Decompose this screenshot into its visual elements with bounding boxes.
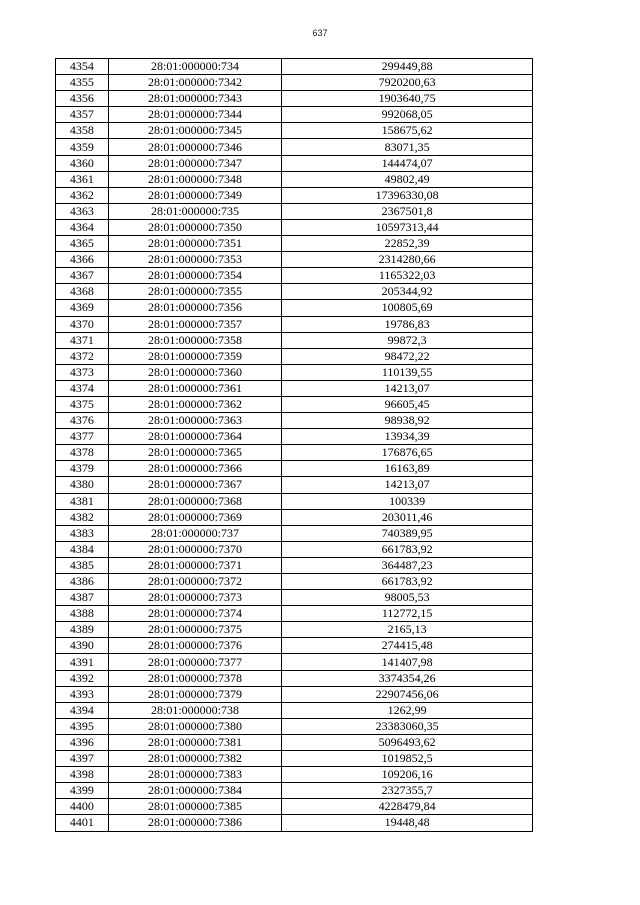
cadastral-number-cell: 28:01:000000:7354 [108, 268, 281, 284]
value-cell: 49802,49 [282, 171, 533, 187]
value-cell: 141407,98 [282, 654, 533, 670]
table-row [56, 606, 533, 622]
table-row [56, 59, 533, 75]
cadastral-number-cell: 28:01:000000:7369 [108, 509, 281, 525]
row-number-cell: 4355 [56, 75, 109, 91]
cadastral-number-cell: 28:01:000000:7378 [108, 670, 281, 686]
row-number-cell: 4362 [56, 187, 109, 203]
cadastral-number-cell: 28:01:000000:738 [108, 702, 281, 718]
cadastral-number-cell: 28:01:000000:7371 [108, 557, 281, 573]
value-cell: 10597313,44 [282, 219, 533, 235]
cadastral-number-cell: 28:01:000000:7348 [108, 171, 281, 187]
row-number-cell: 4364 [56, 219, 109, 235]
row-number-cell: 4374 [56, 380, 109, 396]
row-number-cell: 4380 [56, 477, 109, 493]
cadastral-number-cell: 28:01:000000:7347 [108, 155, 281, 171]
cadastral-number-cell: 28:01:000000:7382 [108, 751, 281, 767]
value-cell: 5096493,62 [282, 734, 533, 750]
cadastral-number-cell: 28:01:000000:7344 [108, 107, 281, 123]
table-row [56, 396, 533, 412]
table-row [56, 268, 533, 284]
row-number-cell: 4366 [56, 252, 109, 268]
value-cell: 109206,16 [282, 767, 533, 783]
row-number-cell: 4383 [56, 525, 109, 541]
cadastral-number-cell: 28:01:000000:7380 [108, 718, 281, 734]
cadastral-number-cell: 28:01:000000:7367 [108, 477, 281, 493]
row-number-cell: 4370 [56, 316, 109, 332]
row-number-cell: 4392 [56, 670, 109, 686]
table-row [56, 525, 533, 541]
row-number-cell: 4391 [56, 654, 109, 670]
value-cell: 110139,55 [282, 364, 533, 380]
row-number-cell: 4397 [56, 751, 109, 767]
row-number-cell: 4373 [56, 364, 109, 380]
row-number-cell: 4396 [56, 734, 109, 750]
table-row [56, 799, 533, 815]
row-number-cell: 4375 [56, 396, 109, 412]
value-cell: 17396330,08 [282, 187, 533, 203]
cadastral-number-cell: 28:01:000000:7366 [108, 461, 281, 477]
row-number-cell: 4369 [56, 300, 109, 316]
value-cell: 740389,95 [282, 525, 533, 541]
row-number-cell: 4393 [56, 686, 109, 702]
row-number-cell: 4377 [56, 429, 109, 445]
value-cell: 1019852,5 [282, 751, 533, 767]
cadastral-number-cell: 28:01:000000:7363 [108, 413, 281, 429]
value-cell: 7920200,63 [282, 75, 533, 91]
value-cell: 2327355,7 [282, 783, 533, 799]
cadastral-number-cell: 28:01:000000:7365 [108, 445, 281, 461]
cadastral-number-cell: 28:01:000000:7349 [108, 187, 281, 203]
row-number-cell: 4372 [56, 348, 109, 364]
table-row [56, 284, 533, 300]
value-cell: 1903640,75 [282, 91, 533, 107]
page-number: 637 [312, 28, 328, 38]
table-row [56, 574, 533, 590]
cadastral-number-cell: 28:01:000000:7351 [108, 236, 281, 252]
value-cell: 98472,22 [282, 348, 533, 364]
table-row [56, 139, 533, 155]
table-row [56, 413, 533, 429]
table-row [56, 541, 533, 557]
table-row [56, 590, 533, 606]
value-cell: 83071,35 [282, 139, 533, 155]
row-number-cell: 4401 [56, 815, 109, 831]
table-body [56, 59, 533, 832]
value-cell: 4228479,84 [282, 799, 533, 815]
value-cell: 98938,92 [282, 413, 533, 429]
cadastral-number-cell: 28:01:000000:7368 [108, 493, 281, 509]
row-number-cell: 4359 [56, 139, 109, 155]
cadastral-number-cell: 28:01:000000:7376 [108, 638, 281, 654]
table-row [56, 332, 533, 348]
value-cell: 14213,07 [282, 477, 533, 493]
table-row [56, 686, 533, 702]
value-cell: 1262,99 [282, 702, 533, 718]
row-number-cell: 4386 [56, 574, 109, 590]
row-number-cell: 4365 [56, 236, 109, 252]
value-cell: 22852,39 [282, 236, 533, 252]
value-cell: 98005,53 [282, 590, 533, 606]
cadastral-number-cell: 28:01:000000:7364 [108, 429, 281, 445]
row-number-cell: 4385 [56, 557, 109, 573]
cadastral-number-cell: 28:01:000000:7386 [108, 815, 281, 831]
cadastral-number-cell: 28:01:000000:7360 [108, 364, 281, 380]
table-row [56, 252, 533, 268]
row-number-cell: 4387 [56, 590, 109, 606]
table-row [56, 203, 533, 219]
value-cell: 3374354,26 [282, 670, 533, 686]
table-row [56, 622, 533, 638]
value-cell: 19786,83 [282, 316, 533, 332]
cadastral-number-cell: 28:01:000000:7377 [108, 654, 281, 670]
value-cell: 274415,48 [282, 638, 533, 654]
value-cell: 23383060,35 [282, 718, 533, 734]
value-cell: 1165322,03 [282, 268, 533, 284]
table-row [56, 445, 533, 461]
value-cell: 299449,88 [282, 59, 533, 75]
table-row [56, 316, 533, 332]
table-row [56, 718, 533, 734]
row-number-cell: 4398 [56, 767, 109, 783]
value-cell: 661783,92 [282, 541, 533, 557]
cadastral-number-cell: 28:01:000000:7356 [108, 300, 281, 316]
table-row [56, 783, 533, 799]
row-number-cell: 4360 [56, 155, 109, 171]
cadastral-number-cell: 28:01:000000:7372 [108, 574, 281, 590]
row-number-cell: 4395 [56, 718, 109, 734]
row-number-cell: 4389 [56, 622, 109, 638]
cadastral-number-cell: 28:01:000000:7357 [108, 316, 281, 332]
row-number-cell: 4361 [56, 171, 109, 187]
table-row [56, 91, 533, 107]
table-row [56, 767, 533, 783]
table-row [56, 123, 533, 139]
cadastral-number-cell: 28:01:000000:7343 [108, 91, 281, 107]
table-row [56, 171, 533, 187]
value-cell: 99872,3 [282, 332, 533, 348]
row-number-cell: 4399 [56, 783, 109, 799]
table-row [56, 380, 533, 396]
cadastral-number-cell: 28:01:000000:734 [108, 59, 281, 75]
value-cell: 14213,07 [282, 380, 533, 396]
table-row [56, 751, 533, 767]
cadastral-number-cell: 28:01:000000:7385 [108, 799, 281, 815]
table-row [56, 236, 533, 252]
cadastral-number-cell: 28:01:000000:7350 [108, 219, 281, 235]
row-number-cell: 4384 [56, 541, 109, 557]
table-row [56, 461, 533, 477]
cadastral-number-cell: 28:01:000000:737 [108, 525, 281, 541]
table-row [56, 107, 533, 123]
table-row [56, 815, 533, 831]
row-number-cell: 4367 [56, 268, 109, 284]
data-table [55, 58, 533, 832]
value-cell: 144474,07 [282, 155, 533, 171]
table-row [56, 670, 533, 686]
table-row [56, 219, 533, 235]
cadastral-number-cell: 28:01:000000:7355 [108, 284, 281, 300]
table-row [56, 187, 533, 203]
cadastral-number-cell: 28:01:000000:7345 [108, 123, 281, 139]
cadastral-number-cell: 28:01:000000:7383 [108, 767, 281, 783]
row-number-cell: 4354 [56, 59, 109, 75]
row-number-cell: 4382 [56, 509, 109, 525]
table-row [56, 477, 533, 493]
cadastral-number-cell: 28:01:000000:7374 [108, 606, 281, 622]
cadastral-number-cell: 28:01:000000:7384 [108, 783, 281, 799]
table-row [56, 702, 533, 718]
row-number-cell: 4376 [56, 413, 109, 429]
row-number-cell: 4381 [56, 493, 109, 509]
cadastral-number-cell: 28:01:000000:7358 [108, 332, 281, 348]
row-number-cell: 4379 [56, 461, 109, 477]
value-cell: 992068,05 [282, 107, 533, 123]
table-row [56, 75, 533, 91]
row-number-cell: 4357 [56, 107, 109, 123]
value-cell: 96605,45 [282, 396, 533, 412]
table-row [56, 638, 533, 654]
row-number-cell: 4394 [56, 702, 109, 718]
cadastral-number-cell: 28:01:000000:7342 [108, 75, 281, 91]
row-number-cell: 4388 [56, 606, 109, 622]
value-cell: 19448,48 [282, 815, 533, 831]
cadastral-number-cell: 28:01:000000:735 [108, 203, 281, 219]
cadastral-number-cell: 28:01:000000:7373 [108, 590, 281, 606]
table-row [56, 348, 533, 364]
table-row [56, 364, 533, 380]
row-number-cell: 4400 [56, 799, 109, 815]
value-cell: 2165,13 [282, 622, 533, 638]
cadastral-number-cell: 28:01:000000:7379 [108, 686, 281, 702]
row-number-cell: 4368 [56, 284, 109, 300]
row-number-cell: 4363 [56, 203, 109, 219]
table-row [56, 557, 533, 573]
value-cell: 364487,23 [282, 557, 533, 573]
table-row [56, 734, 533, 750]
cadastral-number-cell: 28:01:000000:7362 [108, 396, 281, 412]
value-cell: 112772,15 [282, 606, 533, 622]
value-cell: 203011,46 [282, 509, 533, 525]
value-cell: 22907456,06 [282, 686, 533, 702]
value-cell: 205344,92 [282, 284, 533, 300]
value-cell: 158675,62 [282, 123, 533, 139]
cadastral-number-cell: 28:01:000000:7381 [108, 734, 281, 750]
value-cell: 13934,39 [282, 429, 533, 445]
table-row [56, 429, 533, 445]
value-cell: 176876,65 [282, 445, 533, 461]
cadastral-number-cell: 28:01:000000:7361 [108, 380, 281, 396]
row-number-cell: 4356 [56, 91, 109, 107]
row-number-cell: 4371 [56, 332, 109, 348]
cadastral-number-cell: 28:01:000000:7346 [108, 139, 281, 155]
value-cell: 100339 [282, 493, 533, 509]
row-number-cell: 4390 [56, 638, 109, 654]
table-row [56, 509, 533, 525]
value-cell: 16163,89 [282, 461, 533, 477]
row-number-cell: 4358 [56, 123, 109, 139]
table-row [56, 300, 533, 316]
value-cell: 2367501,8 [282, 203, 533, 219]
value-cell: 100805,69 [282, 300, 533, 316]
table-row [56, 654, 533, 670]
cadastral-number-cell: 28:01:000000:7353 [108, 252, 281, 268]
cadastral-number-cell: 28:01:000000:7359 [108, 348, 281, 364]
value-cell: 661783,92 [282, 574, 533, 590]
cadastral-number-cell: 28:01:000000:7375 [108, 622, 281, 638]
row-number-cell: 4378 [56, 445, 109, 461]
table-row [56, 493, 533, 509]
value-cell: 2314280,66 [282, 252, 533, 268]
cadastral-number-cell: 28:01:000000:7370 [108, 541, 281, 557]
table-row [56, 155, 533, 171]
